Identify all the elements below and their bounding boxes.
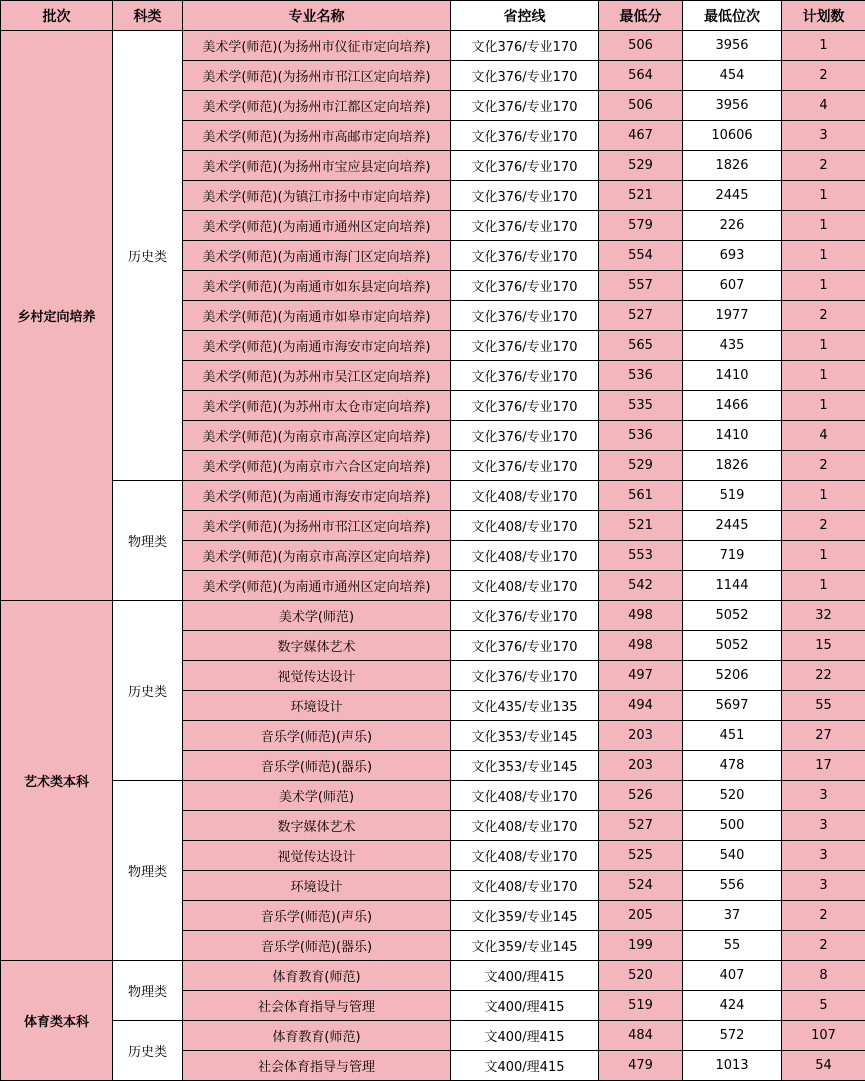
plan-count-cell: 1: [782, 271, 865, 301]
plan-count-cell: 3: [782, 121, 865, 151]
min-rank-cell: 55: [683, 931, 782, 961]
control-line-cell: 文化376/专业170: [451, 601, 599, 631]
min-rank-cell: 3956: [683, 91, 782, 121]
major-cell: 视觉传达设计: [183, 661, 451, 691]
plan-count-cell: 1: [782, 241, 865, 271]
min-score-cell: 527: [599, 301, 683, 331]
min-score-cell: 521: [599, 511, 683, 541]
category-cell: 物理类: [113, 781, 183, 961]
header-major: 专业名称: [183, 1, 451, 31]
plan-count-cell: 3: [782, 841, 865, 871]
major-cell: 体育教育(师范): [183, 961, 451, 991]
control-line-cell: 文化408/专业170: [451, 811, 599, 841]
min-rank-cell: 424: [683, 991, 782, 1021]
batch-cell: 艺术类本科: [1, 601, 113, 961]
control-line-cell: 文化376/专业170: [451, 391, 599, 421]
plan-count-cell: 1: [782, 361, 865, 391]
major-cell: 美术学(师范)(为扬州市邗江区定向培养): [183, 61, 451, 91]
min-score-cell: 553: [599, 541, 683, 571]
control-line-cell: 文化408/专业170: [451, 481, 599, 511]
plan-count-cell: 32: [782, 601, 865, 631]
major-cell: 社会体育指导与管理: [183, 1051, 451, 1081]
min-score-cell: 199: [599, 931, 683, 961]
min-rank-cell: 2445: [683, 511, 782, 541]
min-rank-cell: 1826: [683, 451, 782, 481]
min-score-cell: 564: [599, 61, 683, 91]
major-cell: 美术学(师范)(为南通市海安市定向培养): [183, 331, 451, 361]
plan-count-cell: 5: [782, 991, 865, 1021]
min-score-cell: 521: [599, 181, 683, 211]
plan-count-cell: 15: [782, 631, 865, 661]
major-cell: 美术学(师范)(为扬州市仪征市定向培养): [183, 31, 451, 61]
control-line-cell: 文化376/专业170: [451, 91, 599, 121]
major-cell: 美术学(师范)(为镇江市扬中市定向培养): [183, 181, 451, 211]
control-line-cell: 文化359/专业145: [451, 901, 599, 931]
control-line-cell: 文化376/专业170: [451, 241, 599, 271]
min-score-cell: 557: [599, 271, 683, 301]
table-row: [1, 481, 865, 511]
min-score-cell: 484: [599, 1021, 683, 1051]
control-line-cell: 文化408/专业170: [451, 841, 599, 871]
major-cell: 美术学(师范)(为扬州市江都区定向培养): [183, 91, 451, 121]
min-score-cell: 526: [599, 781, 683, 811]
plan-count-cell: 3: [782, 781, 865, 811]
min-rank-cell: 5697: [683, 691, 782, 721]
major-cell: 美术学(师范)(为南京市高淳区定向培养): [183, 421, 451, 451]
major-cell: 美术学(师范)(为南京市六合区定向培养): [183, 451, 451, 481]
control-line-cell: 文化376/专业170: [451, 181, 599, 211]
min-score-cell: 494: [599, 691, 683, 721]
control-line-cell: 文400/理415: [451, 961, 599, 991]
min-rank-cell: 10606: [683, 121, 782, 151]
min-score-cell: 535: [599, 391, 683, 421]
control-line-cell: 文化376/专业170: [451, 301, 599, 331]
min-rank-cell: 5052: [683, 601, 782, 631]
min-rank-cell: 572: [683, 1021, 782, 1051]
min-rank-cell: 1826: [683, 151, 782, 181]
major-cell: 美术学(师范)(为南京市高淳区定向培养): [183, 541, 451, 571]
control-line-cell: 文化353/专业145: [451, 721, 599, 751]
control-line-cell: 文化353/专业145: [451, 751, 599, 781]
plan-count-cell: 1: [782, 541, 865, 571]
control-line-cell: 文化376/专业170: [451, 661, 599, 691]
category-cell: 历史类: [113, 1021, 183, 1081]
min-score-cell: 519: [599, 991, 683, 1021]
header-row: [1, 1, 865, 31]
major-cell: 数字媒体艺术: [183, 631, 451, 661]
min-rank-cell: 556: [683, 871, 782, 901]
min-rank-cell: 519: [683, 481, 782, 511]
min-score-cell: 529: [599, 151, 683, 181]
major-cell: 环境设计: [183, 871, 451, 901]
min-score-cell: 542: [599, 571, 683, 601]
min-score-cell: 498: [599, 601, 683, 631]
min-rank-cell: 435: [683, 331, 782, 361]
plan-count-cell: 4: [782, 421, 865, 451]
batch-cell: 体育类本科: [1, 961, 113, 1081]
plan-count-cell: 1: [782, 481, 865, 511]
min-score-cell: 536: [599, 421, 683, 451]
plan-count-cell: 2: [782, 151, 865, 181]
plan-count-cell: 55: [782, 691, 865, 721]
min-rank-cell: 451: [683, 721, 782, 751]
major-cell: 社会体育指导与管理: [183, 991, 451, 1021]
min-score-cell: 506: [599, 91, 683, 121]
major-cell: 美术学(师范)(为南通市通州区定向培养): [183, 571, 451, 601]
plan-count-cell: 8: [782, 961, 865, 991]
min-rank-cell: 607: [683, 271, 782, 301]
min-rank-cell: 5052: [683, 631, 782, 661]
min-rank-cell: 2445: [683, 181, 782, 211]
min-score-cell: 497: [599, 661, 683, 691]
major-cell: 音乐学(师范)(器乐): [183, 931, 451, 961]
plan-count-cell: 2: [782, 61, 865, 91]
major-cell: 美术学(师范): [183, 601, 451, 631]
header-min-rank: 最低位次: [683, 1, 782, 31]
control-line-cell: 文400/理415: [451, 991, 599, 1021]
control-line-cell: 文400/理415: [451, 1051, 599, 1081]
min-score-cell: 561: [599, 481, 683, 511]
control-line-cell: 文化376/专业170: [451, 421, 599, 451]
min-score-cell: 565: [599, 331, 683, 361]
min-rank-cell: 520: [683, 781, 782, 811]
plan-count-cell: 54: [782, 1051, 865, 1081]
major-cell: 数字媒体艺术: [183, 811, 451, 841]
min-rank-cell: 454: [683, 61, 782, 91]
plan-count-cell: 1: [782, 181, 865, 211]
min-rank-cell: 478: [683, 751, 782, 781]
min-score-cell: 203: [599, 721, 683, 751]
plan-count-cell: 2: [782, 931, 865, 961]
min-score-cell: 529: [599, 451, 683, 481]
plan-count-cell: 2: [782, 451, 865, 481]
major-cell: 美术学(师范)(为南通市海安市定向培养): [183, 481, 451, 511]
min-score-cell: 527: [599, 811, 683, 841]
control-line-cell: 文化435/专业135: [451, 691, 599, 721]
control-line-cell: 文化359/专业145: [451, 931, 599, 961]
min-score-cell: 520: [599, 961, 683, 991]
min-rank-cell: 226: [683, 211, 782, 241]
min-rank-cell: 1013: [683, 1051, 782, 1081]
plan-count-cell: 3: [782, 871, 865, 901]
min-score-cell: 525: [599, 841, 683, 871]
min-rank-cell: 3956: [683, 31, 782, 61]
major-cell: 美术学(师范)(为南通市如东县定向培养): [183, 271, 451, 301]
min-rank-cell: 5206: [683, 661, 782, 691]
plan-count-cell: 1: [782, 31, 865, 61]
control-line-cell: 文化408/专业170: [451, 511, 599, 541]
min-rank-cell: 1466: [683, 391, 782, 421]
plan-count-cell: 2: [782, 301, 865, 331]
major-cell: 美术学(师范)(为扬州市宝应县定向培养): [183, 151, 451, 181]
major-cell: 美术学(师范)(为南通市通州区定向培养): [183, 211, 451, 241]
min-score-cell: 536: [599, 361, 683, 391]
control-line-cell: 文化408/专业170: [451, 571, 599, 601]
min-score-cell: 205: [599, 901, 683, 931]
min-score-cell: 498: [599, 631, 683, 661]
min-score-cell: 554: [599, 241, 683, 271]
plan-count-cell: 107: [782, 1021, 865, 1051]
plan-count-cell: 1: [782, 211, 865, 241]
category-cell: 物理类: [113, 961, 183, 1021]
control-line-cell: 文化408/专业170: [451, 871, 599, 901]
category-cell: 历史类: [113, 601, 183, 781]
table-row: [1, 961, 865, 991]
min-rank-cell: 407: [683, 961, 782, 991]
plan-count-cell: 2: [782, 511, 865, 541]
min-rank-cell: 1410: [683, 421, 782, 451]
min-rank-cell: 693: [683, 241, 782, 271]
major-cell: 音乐学(师范)(器乐): [183, 751, 451, 781]
plan-count-cell: 1: [782, 331, 865, 361]
min-score-cell: 579: [599, 211, 683, 241]
control-line-cell: 文化376/专业170: [451, 361, 599, 391]
plan-count-cell: 3: [782, 811, 865, 841]
major-cell: 美术学(师范)(为苏州市吴江区定向培养): [183, 361, 451, 391]
control-line-cell: 文化408/专业170: [451, 541, 599, 571]
plan-count-cell: 27: [782, 721, 865, 751]
major-cell: 音乐学(师范)(声乐): [183, 901, 451, 931]
table-row: [1, 31, 865, 61]
min-rank-cell: 719: [683, 541, 782, 571]
major-cell: 音乐学(师范)(声乐): [183, 721, 451, 751]
category-cell: 历史类: [113, 31, 183, 481]
plan-count-cell: 4: [782, 91, 865, 121]
control-line-cell: 文400/理415: [451, 1021, 599, 1051]
min-score-cell: 506: [599, 31, 683, 61]
plan-count-cell: 22: [782, 661, 865, 691]
major-cell: 美术学(师范)(为扬州市邗江区定向培养): [183, 511, 451, 541]
control-line-cell: 文化376/专业170: [451, 271, 599, 301]
header-min-score: 最低分: [599, 1, 683, 31]
major-cell: 美术学(师范)(为扬州市高邮市定向培养): [183, 121, 451, 151]
major-cell: 美术学(师范)(为南通市海门区定向培养): [183, 241, 451, 271]
table-body: [1, 31, 865, 1081]
control-line-cell: 文化376/专业170: [451, 631, 599, 661]
control-line-cell: 文化376/专业170: [451, 331, 599, 361]
min-rank-cell: 500: [683, 811, 782, 841]
control-line-cell: 文化376/专业170: [451, 211, 599, 241]
major-cell: 环境设计: [183, 691, 451, 721]
control-line-cell: 文化408/专业170: [451, 781, 599, 811]
min-score-cell: 524: [599, 871, 683, 901]
table-row: [1, 601, 865, 631]
plan-count-cell: 1: [782, 391, 865, 421]
control-line-cell: 文化376/专业170: [451, 31, 599, 61]
plan-count-cell: 17: [782, 751, 865, 781]
control-line-cell: 文化376/专业170: [451, 151, 599, 181]
plan-count-cell: 1: [782, 571, 865, 601]
major-cell: 体育教育(师范): [183, 1021, 451, 1051]
control-line-cell: 文化376/专业170: [451, 121, 599, 151]
batch-cell: 乡村定向培养: [1, 31, 113, 601]
major-cell: 美术学(师范)(为苏州市太仓市定向培养): [183, 391, 451, 421]
plan-count-cell: 2: [782, 901, 865, 931]
min-rank-cell: 1977: [683, 301, 782, 331]
header-batch: 批次: [1, 1, 113, 31]
major-cell: 美术学(师范): [183, 781, 451, 811]
control-line-cell: 文化376/专业170: [451, 61, 599, 91]
min-score-cell: 467: [599, 121, 683, 151]
header-category: 科类: [113, 1, 183, 31]
min-rank-cell: 1410: [683, 361, 782, 391]
min-rank-cell: 1144: [683, 571, 782, 601]
major-cell: 美术学(师范)(为南通市如皋市定向培养): [183, 301, 451, 331]
header-plan-count: 计划数: [782, 1, 865, 31]
header-control-line: 省控线: [451, 1, 599, 31]
min-score-cell: 203: [599, 751, 683, 781]
major-cell: 视觉传达设计: [183, 841, 451, 871]
min-score-cell: 479: [599, 1051, 683, 1081]
category-cell: 物理类: [113, 481, 183, 601]
min-rank-cell: 37: [683, 901, 782, 931]
control-line-cell: 文化376/专业170: [451, 451, 599, 481]
min-rank-cell: 540: [683, 841, 782, 871]
table-row: [1, 1021, 865, 1051]
table-row: [1, 781, 865, 811]
